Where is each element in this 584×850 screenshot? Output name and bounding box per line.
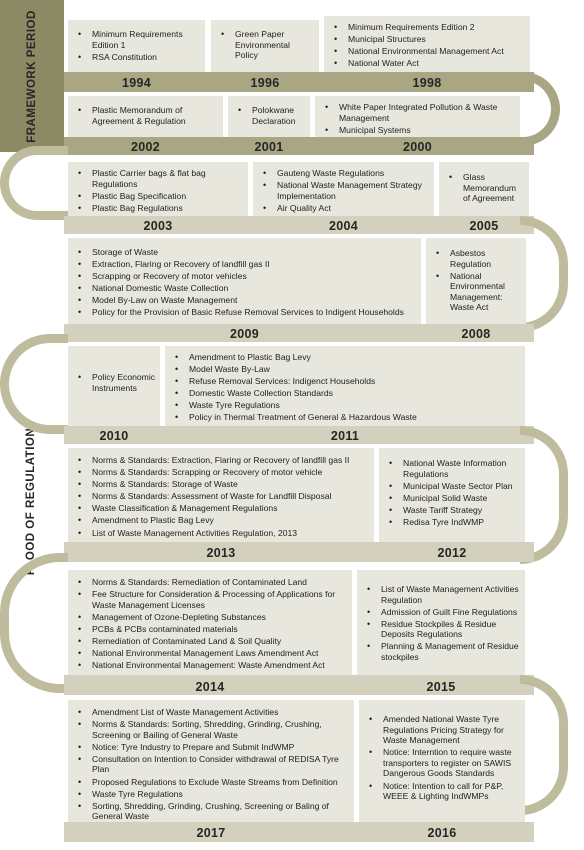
entry-2001 [228, 96, 310, 137]
list-item: • White Paper Integrated Pollution & Waste Management [325, 102, 516, 123]
year-2017: 2017 [196, 826, 226, 840]
year-1998: 1998 [412, 76, 442, 90]
list-item: • Consultation on Intention to Consider withdrawal of REDISA Tyre Plan [78, 754, 350, 775]
entry-2011-list [175, 352, 521, 425]
entry-2004 [253, 162, 434, 216]
entry-2013 [68, 448, 374, 542]
entry-2010 [68, 346, 160, 426]
list-item: • Notice: Intention to call for P&P, WEEE & Lighting IndWMPs [369, 781, 521, 802]
year-2003: 2003 [143, 219, 173, 233]
list-item: • Minimum Requirements Edition 2 [334, 22, 526, 33]
list-item: • Storage of Waste [78, 247, 417, 258]
list-item: • List of Waste Management Activities Regulation, 2013 [78, 528, 370, 539]
framework-period-label: FRAMEWORK PERIOD [0, 0, 64, 152]
list-item: • Plastic Memorandum of Agreement & Regulation [78, 105, 219, 126]
year-2001: 2001 [254, 140, 284, 154]
entry-2008-list [436, 248, 522, 315]
connector-curve-7 [520, 675, 568, 815]
entry-2014 [68, 570, 352, 675]
year-1994: 1994 [121, 76, 151, 90]
entry-2012-list [389, 458, 521, 529]
entry-2012 [379, 448, 525, 542]
year-2002: 2002 [130, 140, 160, 154]
list-item: • Plastic Bag Specification [78, 191, 244, 202]
entry-2001-list [238, 105, 306, 128]
entry-2011 [165, 346, 525, 426]
entry-2008 [426, 238, 526, 324]
list-item: • Municipal Waste Sector Plan [389, 481, 521, 492]
year-2010: 2010 [99, 429, 129, 443]
list-item: • RSA Constitution [78, 52, 201, 63]
list-item: • National Environmental Management: Waste Act [436, 271, 522, 313]
list-item: • National Waste Management Strategy Implementation [263, 180, 430, 201]
entry-2009 [68, 238, 421, 324]
list-item: • Sorting, Shredding, Grinding, Crushing, Screening or Baling of General Waste [78, 801, 350, 822]
year-2016: 2016 [427, 826, 457, 840]
list-item: • National Domestic Waste Collection [78, 283, 417, 294]
list-item: • Waste Tariff Strategy [389, 505, 521, 516]
list-item: • Policy for the Provision of Basic Refuse Removal Services to Indigent Households [78, 307, 417, 318]
list-item: • Waste Tyre Regulations [78, 789, 350, 800]
list-item: • Municipal Structures [334, 34, 526, 45]
entry-2002-list [78, 105, 219, 128]
entry-2014-list [78, 577, 348, 672]
list-item: • Air Quality Act [263, 203, 430, 214]
entry-2003 [68, 162, 248, 216]
list-item: • Norms & Standards: Extraction, Flaring or Recovery of landfill gas II [78, 455, 370, 466]
year-2008: 2008 [461, 327, 491, 341]
list-item: • National Environmental Management Laws Amendment Act [78, 648, 348, 659]
entry-2003-list [78, 168, 244, 215]
list-item: • Fee Structure for Consideration & Processing of Applications for Waste Management Licenses [78, 589, 348, 610]
list-item: • National Water Act [334, 58, 526, 69]
list-item: • Admission of Guilt Fine Regulations [367, 607, 521, 618]
list-item: • Gauteng Waste Regulations [263, 168, 430, 179]
list-item: • Planning & Management of Residue stockpiles [367, 641, 521, 662]
entry-2009-list [78, 247, 417, 320]
list-item: • Norms & Standards: Remediation of Contaminated Land [78, 577, 348, 588]
year-2005: 2005 [469, 219, 499, 233]
year-1996: 1996 [250, 76, 280, 90]
entry-1998-list [334, 22, 526, 70]
list-item: • Amended National Waste Tyre Regulations Pricing Strategy for Waste Management [369, 714, 521, 746]
list-item: • Green Paper Environmental Policy [221, 29, 315, 61]
entry-2013-list [78, 455, 370, 540]
list-item: • Waste Classification & Management Regulations [78, 503, 370, 514]
list-item: • Notice: Tyre Industry to Prepare and Submit IndWMP [78, 742, 350, 753]
year-2009: 2009 [229, 327, 259, 341]
entry-2015-list [367, 584, 521, 664]
entry-2017 [68, 700, 354, 822]
list-item: • List of Waste Management Activities Regulation [367, 584, 521, 605]
list-item: • Plastic Carrier bags & flat bag Regulations [78, 168, 244, 189]
list-item: • Municipal Systems [325, 125, 516, 136]
list-item: • Amendment to Plastic Bag Levy [175, 352, 521, 363]
list-item: • Model By-Law on Waste Management [78, 295, 417, 306]
entry-2010-list [78, 372, 156, 395]
list-item: • Norms & Standards: Sorting, Shredding, Grinding, Crushing, Screening or Bailing of General Waste [78, 719, 350, 740]
entry-2000-list [325, 102, 516, 137]
list-item: • Policy Economic Instruments [78, 372, 156, 393]
flood-of-regulation-label: FLOOD OF REGULATION [25, 427, 38, 575]
list-item: • Remediation of Contaminated Land & Soil Quality [78, 636, 348, 647]
entry-2005 [439, 162, 529, 216]
year-2000: 2000 [402, 140, 432, 154]
connector-curve-3 [520, 216, 568, 332]
year-2011: 2011 [330, 429, 360, 443]
list-item: • Polokwane Declaration [238, 105, 306, 126]
entry-1998 [324, 16, 530, 72]
list-item: • National Waste Information Regulations [389, 458, 521, 479]
list-item: • Norms & Standards: Scrapping or Recovery of motor vehicle [78, 467, 370, 478]
list-item: • National Environmental Management: Waste Amendment Act [78, 660, 348, 671]
list-item: • Residue Stockpiles & Residue Deposits Regulations [367, 619, 521, 640]
list-item: • Waste Tyre Regulations [175, 400, 521, 411]
list-item: • Model Waste By-Law [175, 364, 521, 375]
entry-2016-list [369, 714, 521, 803]
entry-2016 [359, 700, 525, 822]
entry-2002 [68, 96, 223, 137]
list-item: • National Environmental Management Act [334, 46, 526, 57]
entry-2004-list [263, 168, 430, 215]
list-item: • Amendment List of Waste Management Activities [78, 707, 350, 718]
list-item: • Proposed Regulations to Exclude Waste Streams from Definition [78, 777, 350, 788]
list-item: • Domestic Waste Collection Standards [175, 388, 521, 399]
list-item: • Municipal Solid Waste [389, 493, 521, 504]
entry-2015 [357, 570, 525, 675]
entry-2000 [315, 96, 520, 137]
connector-curve-2 [0, 146, 68, 220]
list-item: • Amendment to Plastic Bag Levy [78, 515, 370, 526]
entry-1994-list [78, 29, 201, 64]
entry-2005-list [449, 172, 525, 205]
list-item: • Minimum Requirements Edition 1 [78, 29, 201, 50]
list-item: • Norms & Standards: Storage of Waste [78, 479, 370, 490]
entry-1996 [211, 20, 319, 72]
entry-1996-list [221, 29, 315, 62]
entry-2017-list [78, 707, 350, 823]
year-2014: 2014 [195, 680, 225, 694]
list-item: • Extraction, Flaring or Recovery of landfill gas II [78, 259, 417, 270]
list-item: • PCBs & PCBs contaminated materials [78, 624, 348, 635]
list-item: • Glass Memorandum of Agreement [449, 172, 525, 204]
year-2004: 2004 [328, 219, 358, 233]
list-item: • Scrapping or Recovery of motor vehicles [78, 271, 417, 282]
list-item: • Refuse Removal Services: Indigenct Households [175, 376, 521, 387]
entry-1994 [68, 20, 205, 72]
list-item: • Notice: Interntion to require waste transporters to register on SAWIS Dangerous Goods Standards [369, 747, 521, 779]
list-item: • Redisa Tyre IndWMP [389, 517, 521, 528]
list-item: • Plastic Bag Regulations [78, 203, 244, 214]
year-2012: 2012 [437, 546, 467, 560]
list-item: • Management of Ozone-Depleting Substances [78, 612, 348, 623]
list-item: • Norms & Standards: Assessment of Waste for Landfill Disposal [78, 491, 370, 502]
year-2015: 2015 [426, 680, 456, 694]
year-2013: 2013 [206, 546, 236, 560]
list-item: • Asbestos Regulation [436, 248, 522, 269]
list-item: • Policy in Thermal Treatment of General & Hazardous Waste [175, 412, 521, 423]
